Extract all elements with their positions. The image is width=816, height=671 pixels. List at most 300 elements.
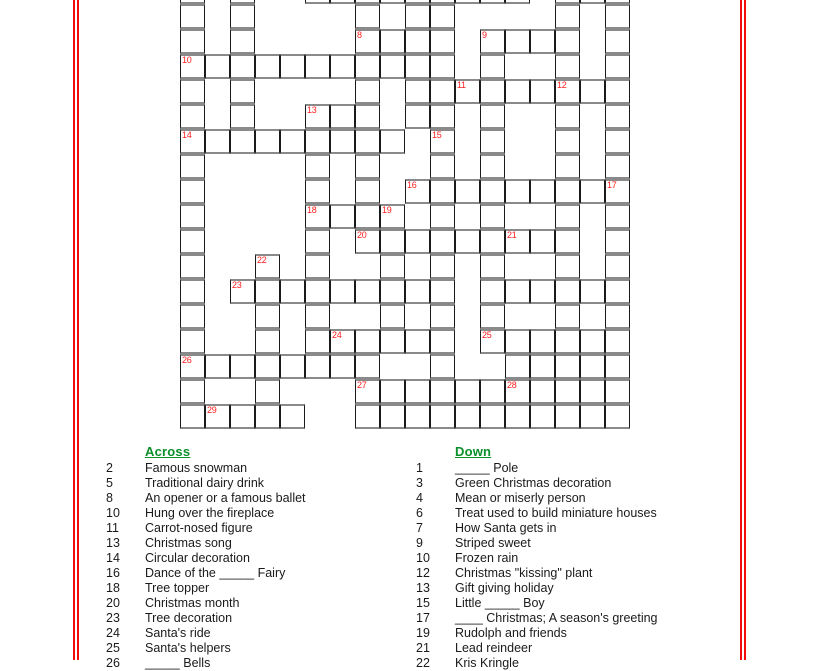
crossword-cell[interactable] xyxy=(380,404,405,429)
crossword-cell[interactable] xyxy=(255,279,280,304)
crossword-cell[interactable] xyxy=(405,54,430,79)
crossword-cell[interactable] xyxy=(255,129,280,154)
crossword-cell[interactable] xyxy=(230,129,255,154)
crossword-cell[interactable] xyxy=(230,279,255,304)
crossword-cell[interactable] xyxy=(305,154,330,179)
down-clue-row xyxy=(410,521,730,536)
crossword-cell[interactable] xyxy=(330,0,355,4)
down-clue-row xyxy=(410,596,730,611)
crossword-cell[interactable] xyxy=(180,54,205,79)
crossword-cell[interactable] xyxy=(480,154,505,179)
crossword-cell[interactable] xyxy=(430,4,455,29)
clue-text: Christmas song xyxy=(145,536,232,550)
across-clue-column xyxy=(100,444,420,671)
crossword-cell[interactable] xyxy=(430,304,455,329)
crossword-cell[interactable] xyxy=(480,0,505,4)
across-clue-row xyxy=(100,611,420,626)
crossword-cell[interactable] xyxy=(230,4,255,29)
crossword-cell[interactable] xyxy=(280,279,305,304)
crossword-cell[interactable] xyxy=(555,279,580,304)
clue-text: Kris Kringle xyxy=(455,656,519,670)
cell-number: 8 xyxy=(357,30,362,40)
crossword-cell[interactable] xyxy=(605,54,630,79)
crossword-cell[interactable] xyxy=(305,329,330,354)
down-clue-row xyxy=(410,536,730,551)
crossword-cell[interactable] xyxy=(430,254,455,279)
crossword-cell[interactable] xyxy=(355,229,380,254)
clue-text: Tree decoration xyxy=(145,611,233,625)
crossword-cell[interactable] xyxy=(605,4,630,29)
crossword-cell[interactable] xyxy=(430,179,455,204)
crossword-cell[interactable] xyxy=(455,229,480,254)
clue-lists xyxy=(100,444,760,670)
crossword-cell[interactable] xyxy=(180,379,205,404)
crossword-cell[interactable] xyxy=(380,29,405,54)
crossword-cell[interactable] xyxy=(430,229,455,254)
crossword-cell[interactable] xyxy=(505,354,530,379)
crossword-cell[interactable] xyxy=(180,4,205,29)
across-clue-row xyxy=(100,491,420,506)
crossword-cell[interactable] xyxy=(405,179,430,204)
crossword-cell[interactable] xyxy=(380,279,405,304)
crossword-cell[interactable] xyxy=(355,329,380,354)
crossword-cell[interactable] xyxy=(405,404,430,429)
crossword-cell[interactable] xyxy=(555,54,580,79)
crossword-cell[interactable] xyxy=(480,129,505,154)
crossword-cell[interactable] xyxy=(480,229,505,254)
crossword-cell[interactable] xyxy=(530,179,555,204)
crossword-cell[interactable] xyxy=(330,354,355,379)
clue-text: An opener or a famous ballet xyxy=(145,491,306,505)
crossword-cell[interactable] xyxy=(380,129,405,154)
crossword-cell[interactable] xyxy=(455,79,480,104)
crossword-cell[interactable] xyxy=(305,54,330,79)
crossword-cell[interactable] xyxy=(580,0,605,4)
cell-number: 21 xyxy=(507,230,517,240)
crossword-cell[interactable] xyxy=(355,354,380,379)
crossword-cell[interactable] xyxy=(230,54,255,79)
clue-number: 7 xyxy=(416,521,423,535)
clue-text: _____ Pole xyxy=(455,461,519,475)
crossword-cell[interactable] xyxy=(430,329,455,354)
down-clue-row xyxy=(410,491,730,506)
crossword-cell[interactable] xyxy=(355,154,380,179)
crossword-cell[interactable] xyxy=(205,54,230,79)
crossword-cell[interactable] xyxy=(405,104,430,129)
clue-text: Striped sweet xyxy=(455,536,531,550)
crossword-cell[interactable] xyxy=(505,404,530,429)
clue-text: Mean or miserly person xyxy=(455,491,586,505)
crossword-cell[interactable] xyxy=(455,0,480,4)
crossword-cell[interactable] xyxy=(505,379,530,404)
crossword-cell[interactable] xyxy=(330,129,355,154)
clue-number: 19 xyxy=(416,626,430,640)
clue-text: Dance of the _____ Fairy xyxy=(145,566,286,580)
crossword-cell[interactable] xyxy=(555,4,580,29)
clue-number: 13 xyxy=(106,536,120,550)
crossword-cell[interactable] xyxy=(430,104,455,129)
crossword-cell[interactable] xyxy=(580,404,605,429)
crossword-cell[interactable] xyxy=(405,29,430,54)
crossword-cell[interactable] xyxy=(555,354,580,379)
crossword-cell[interactable] xyxy=(530,354,555,379)
crossword-cell[interactable] xyxy=(180,304,205,329)
clue-text: Frozen rain xyxy=(455,551,519,565)
crossword-cell[interactable] xyxy=(505,179,530,204)
crossword-cell[interactable] xyxy=(480,79,505,104)
crossword-cell[interactable] xyxy=(580,379,605,404)
crossword-cell[interactable] xyxy=(230,354,255,379)
crossword-cell[interactable] xyxy=(580,329,605,354)
crossword-cell[interactable] xyxy=(180,404,205,429)
crossword-cell[interactable] xyxy=(605,79,630,104)
down-clue-row xyxy=(410,506,730,521)
clue-number: 22 xyxy=(416,656,430,670)
cell-number: 15 xyxy=(432,130,442,140)
crossword-cell[interactable] xyxy=(305,129,330,154)
clue-number: 23 xyxy=(106,611,120,625)
crossword-cell[interactable] xyxy=(480,54,505,79)
down-clue-row xyxy=(410,626,730,641)
across-clue-row xyxy=(100,581,420,596)
crossword-cell[interactable] xyxy=(180,154,205,179)
crossword-cell[interactable] xyxy=(180,229,205,254)
across-clue-row xyxy=(100,461,420,476)
crossword-cell[interactable] xyxy=(355,29,380,54)
crossword-cell[interactable] xyxy=(505,229,530,254)
crossword-cell[interactable] xyxy=(480,29,505,54)
crossword-cell[interactable] xyxy=(530,329,555,354)
across-clue-row xyxy=(100,551,420,566)
clue-number: 20 xyxy=(106,596,120,610)
crossword-cell[interactable] xyxy=(380,204,405,229)
crossword-cell[interactable] xyxy=(205,404,230,429)
crossword-cell[interactable] xyxy=(230,79,255,104)
crossword-cell[interactable] xyxy=(405,4,430,29)
clue-text: Tree topper xyxy=(145,581,210,595)
crossword-grid-container xyxy=(180,0,634,429)
clue-number: 18 xyxy=(106,581,120,595)
crossword-cell[interactable] xyxy=(480,329,505,354)
crossword-cell[interactable] xyxy=(255,379,280,404)
crossword-cell[interactable] xyxy=(555,379,580,404)
crossword-cell[interactable] xyxy=(605,279,630,304)
crossword-cell[interactable] xyxy=(305,304,330,329)
clue-number: 5 xyxy=(106,476,113,490)
crossword-cell[interactable] xyxy=(355,204,380,229)
crossword-cell[interactable] xyxy=(355,279,380,304)
left-margin-rule-inner xyxy=(77,0,79,660)
crossword-cell[interactable] xyxy=(305,104,330,129)
across-clue-row xyxy=(100,566,420,581)
across-clue-row xyxy=(100,656,420,671)
crossword-cell[interactable] xyxy=(280,54,305,79)
crossword-cell[interactable] xyxy=(180,129,205,154)
crossword-cell[interactable] xyxy=(330,204,355,229)
crossword-cell[interactable] xyxy=(430,204,455,229)
crossword-cell[interactable] xyxy=(355,104,380,129)
clue-text: Circular decoration xyxy=(145,551,250,565)
crossword-cell[interactable] xyxy=(480,379,505,404)
cell-number: 11 xyxy=(457,80,466,90)
clue-number: 24 xyxy=(106,626,120,640)
crossword-cell[interactable] xyxy=(580,354,605,379)
crossword-cell[interactable] xyxy=(405,279,430,304)
crossword-cell[interactable] xyxy=(480,404,505,429)
down-clue-row xyxy=(410,551,730,566)
crossword-cell[interactable] xyxy=(180,279,205,304)
clue-text: _____ Bells xyxy=(145,656,211,670)
crossword-cell[interactable] xyxy=(605,179,630,204)
crossword-cell[interactable] xyxy=(605,204,630,229)
crossword-cell[interactable] xyxy=(280,129,305,154)
clue-number: 16 xyxy=(106,566,120,580)
crossword-cell[interactable] xyxy=(605,104,630,129)
clue-number: 10 xyxy=(416,551,430,565)
clue-number: 21 xyxy=(416,641,430,655)
crossword-cell[interactable] xyxy=(355,379,380,404)
across-clue-list xyxy=(100,461,420,671)
crossword-cell[interactable] xyxy=(180,354,205,379)
crossword-cell[interactable] xyxy=(330,104,355,129)
crossword-cell[interactable] xyxy=(605,404,630,429)
crossword-cell[interactable] xyxy=(505,0,530,4)
crossword-cell[interactable] xyxy=(555,154,580,179)
crossword-cell[interactable] xyxy=(555,404,580,429)
crossword-cell[interactable] xyxy=(555,179,580,204)
crossword-cell[interactable] xyxy=(330,329,355,354)
crossword-cell[interactable] xyxy=(505,279,530,304)
crossword-cell[interactable] xyxy=(555,129,580,154)
crossword-cell[interactable] xyxy=(405,229,430,254)
crossword-cell[interactable] xyxy=(355,129,380,154)
crossword-cell[interactable] xyxy=(305,279,330,304)
crossword-cell[interactable] xyxy=(530,29,555,54)
crossword-cell[interactable] xyxy=(230,404,255,429)
crossword-cell[interactable] xyxy=(330,279,355,304)
clue-text: Santa's ride xyxy=(145,626,211,640)
crossword-cell[interactable] xyxy=(505,29,530,54)
cell-number: 20 xyxy=(357,230,367,240)
crossword-cell[interactable] xyxy=(505,329,530,354)
crossword-cell[interactable] xyxy=(430,354,455,379)
crossword-cell[interactable] xyxy=(180,29,205,54)
cell-number: 23 xyxy=(232,280,242,290)
crossword-cell[interactable] xyxy=(605,129,630,154)
across-clue-row xyxy=(100,506,420,521)
clue-number: 8 xyxy=(106,491,113,505)
clue-number: 1 xyxy=(416,461,423,475)
crossword-cell[interactable] xyxy=(555,329,580,354)
crossword-cell[interactable] xyxy=(180,79,205,104)
crossword-cell[interactable] xyxy=(480,254,505,279)
crossword-cell[interactable] xyxy=(230,104,255,129)
crossword-cell[interactable] xyxy=(430,29,455,54)
crossword-cell[interactable] xyxy=(180,104,205,129)
crossword-cell[interactable] xyxy=(480,304,505,329)
cell-number: 16 xyxy=(407,180,417,190)
clue-number: 3 xyxy=(416,476,423,490)
crossword-cell[interactable] xyxy=(555,104,580,129)
down-clue-row xyxy=(410,641,730,656)
crossword-cell[interactable] xyxy=(455,179,480,204)
clue-text: Little _____ Boy xyxy=(455,596,545,610)
crossword-cell[interactable] xyxy=(555,254,580,279)
across-heading: Across xyxy=(145,444,191,459)
crossword-cell[interactable] xyxy=(255,404,280,429)
down-clue-row xyxy=(410,566,730,581)
crossword-cell[interactable] xyxy=(605,379,630,404)
crossword-cell[interactable] xyxy=(305,354,330,379)
clue-text: How Santa gets in xyxy=(455,521,557,535)
crossword-cell[interactable] xyxy=(430,54,455,79)
clue-number: 4 xyxy=(416,491,423,505)
crossword-cell[interactable] xyxy=(255,304,280,329)
crossword-cell[interactable] xyxy=(180,179,205,204)
crossword-cell[interactable] xyxy=(430,129,455,154)
clue-text: Green Christmas decoration xyxy=(455,476,612,490)
clue-number: 13 xyxy=(416,581,430,595)
crossword-cell[interactable] xyxy=(280,354,305,379)
cell-number: 19 xyxy=(382,205,392,215)
across-clue-row xyxy=(100,596,420,611)
crossword-cell[interactable] xyxy=(580,279,605,304)
crossword-cell[interactable] xyxy=(605,329,630,354)
down-clue-list xyxy=(410,461,730,671)
crossword-cell[interactable] xyxy=(530,379,555,404)
crossword-cell[interactable] xyxy=(405,79,430,104)
crossword-cell[interactable] xyxy=(555,229,580,254)
crossword-cell[interactable] xyxy=(455,379,480,404)
clue-text: Santa's helpers xyxy=(145,641,231,655)
cell-number: 18 xyxy=(307,205,317,215)
clue-number: 26 xyxy=(106,656,120,670)
crossword-cell[interactable] xyxy=(405,379,430,404)
crossword-cell[interactable] xyxy=(430,279,455,304)
crossword-cell[interactable] xyxy=(355,79,380,104)
crossword-cell[interactable] xyxy=(430,404,455,429)
crossword-cell[interactable] xyxy=(180,204,205,229)
clue-text: Christmas "kissing" plant xyxy=(455,566,593,580)
crossword-cell[interactable] xyxy=(305,254,330,279)
crossword-cell[interactable] xyxy=(230,29,255,54)
crossword-cell[interactable] xyxy=(605,29,630,54)
crossword-cell[interactable] xyxy=(255,254,280,279)
across-clue-row xyxy=(100,521,420,536)
across-clue-row xyxy=(100,641,420,656)
crossword-cell[interactable] xyxy=(380,229,405,254)
clue-number: 6 xyxy=(416,506,423,520)
crossword-cell[interactable] xyxy=(355,404,380,429)
crossword-cell[interactable] xyxy=(480,204,505,229)
down-clue-row xyxy=(410,461,730,476)
crossword-cell[interactable] xyxy=(430,379,455,404)
crossword-cell[interactable] xyxy=(380,0,405,4)
crossword-cell[interactable] xyxy=(580,79,605,104)
crossword-cell[interactable] xyxy=(180,329,205,354)
crossword-cell[interactable] xyxy=(605,354,630,379)
crossword-cell[interactable] xyxy=(555,79,580,104)
crossword-cell[interactable] xyxy=(380,304,405,329)
cell-number: 26 xyxy=(182,355,192,365)
crossword-cell[interactable] xyxy=(505,79,530,104)
cell-number: 9 xyxy=(482,30,487,40)
clue-number: 25 xyxy=(106,641,120,655)
cell-number: 27 xyxy=(357,380,367,390)
crossword-cell[interactable] xyxy=(555,29,580,54)
crossword-cell[interactable] xyxy=(355,179,380,204)
crossword-cell[interactable] xyxy=(280,404,305,429)
crossword-cell[interactable] xyxy=(305,229,330,254)
clue-number: 17 xyxy=(416,611,430,625)
crossword-cell[interactable] xyxy=(430,154,455,179)
crossword-cell[interactable] xyxy=(380,54,405,79)
clue-text: Christmas month xyxy=(145,596,240,610)
crossword-cell[interactable] xyxy=(455,404,480,429)
across-clue-row xyxy=(100,626,420,641)
left-margin-rule-outer xyxy=(73,0,75,660)
crossword-cell[interactable] xyxy=(530,229,555,254)
clue-text: Rudolph and friends xyxy=(455,626,567,640)
crossword-cell[interactable] xyxy=(605,304,630,329)
across-clue-row xyxy=(100,476,420,491)
crossword-cell[interactable] xyxy=(430,79,455,104)
clue-number: 9 xyxy=(416,536,423,550)
crossword-cell[interactable] xyxy=(380,254,405,279)
crossword-cell[interactable] xyxy=(355,54,380,79)
cell-number: 28 xyxy=(507,380,517,390)
crossword-cell[interactable] xyxy=(555,204,580,229)
crossword-cell[interactable] xyxy=(480,179,505,204)
crossword-cell[interactable] xyxy=(305,204,330,229)
crossword-cell[interactable] xyxy=(605,229,630,254)
down-clue-row xyxy=(410,581,730,596)
crossword-cell[interactable] xyxy=(530,404,555,429)
clue-text: ____ Christmas; A season's greeting xyxy=(455,611,658,625)
crossword-cell[interactable] xyxy=(530,79,555,104)
crossword-cell[interactable] xyxy=(305,0,330,4)
crossword-cell[interactable] xyxy=(580,179,605,204)
crossword-cell[interactable] xyxy=(605,154,630,179)
crossword-cell[interactable] xyxy=(255,354,280,379)
crossword-cell[interactable] xyxy=(380,379,405,404)
clue-text: Traditional dairy drink xyxy=(145,476,265,490)
cell-number: 12 xyxy=(557,80,567,90)
crossword-cell[interactable] xyxy=(555,304,580,329)
crossword-cell[interactable] xyxy=(255,54,280,79)
crossword-cell[interactable] xyxy=(180,254,205,279)
crossword-cell[interactable] xyxy=(205,129,230,154)
clue-number: 15 xyxy=(416,596,430,610)
crossword-cell[interactable] xyxy=(530,279,555,304)
crossword-cell[interactable] xyxy=(305,179,330,204)
crossword-cell[interactable] xyxy=(330,54,355,79)
cell-number: 14 xyxy=(182,130,192,140)
crossword-cell[interactable] xyxy=(380,329,405,354)
crossword-cell[interactable] xyxy=(480,104,505,129)
crossword-cell[interactable] xyxy=(605,254,630,279)
crossword-cell[interactable] xyxy=(355,4,380,29)
down-heading: Down xyxy=(455,444,492,459)
crossword-cell[interactable] xyxy=(480,279,505,304)
clue-text: Lead reindeer xyxy=(455,641,533,655)
crossword-cell[interactable] xyxy=(205,354,230,379)
crossword-grid[interactable] xyxy=(180,0,634,429)
clue-number: 2 xyxy=(106,461,113,475)
crossword-cell[interactable] xyxy=(405,329,430,354)
cell-number: 17 xyxy=(607,180,617,190)
crossword-cell[interactable] xyxy=(255,329,280,354)
